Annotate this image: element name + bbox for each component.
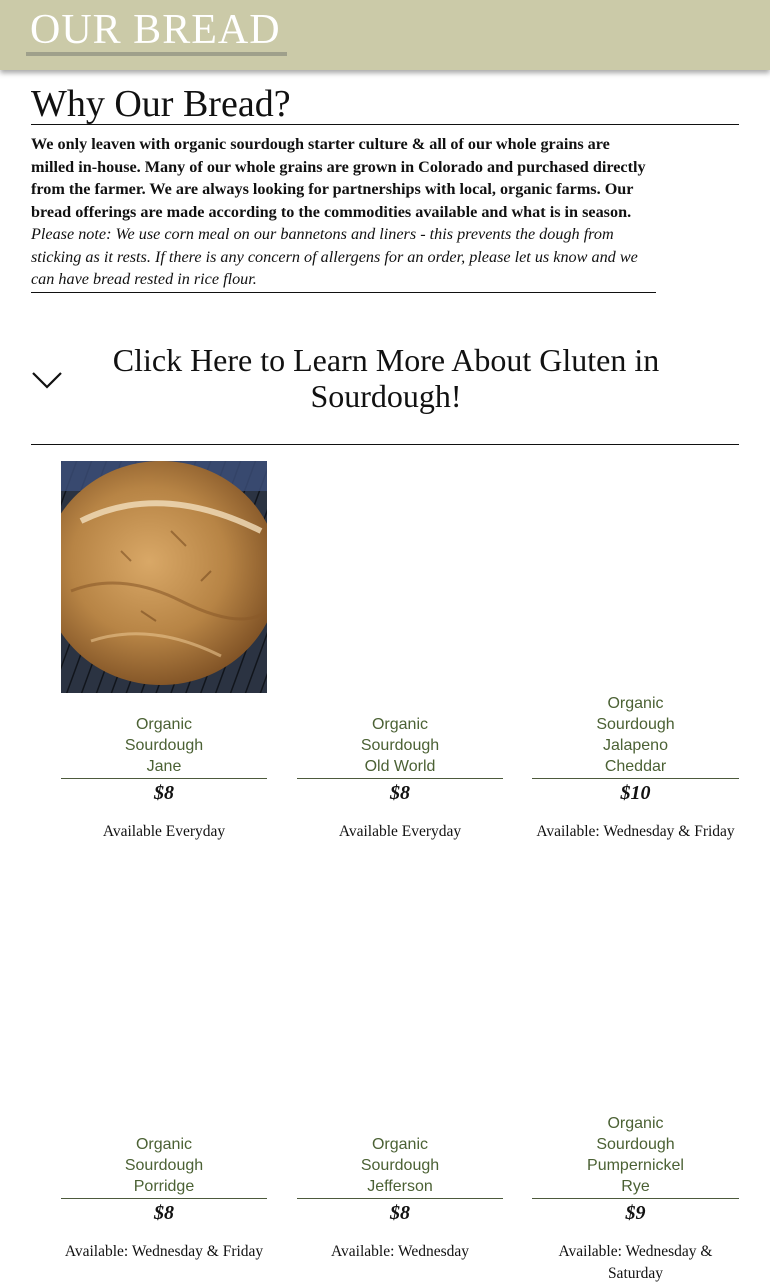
product-name[interactable]: Organic Sourdough Jefferson: [360, 1136, 440, 1195]
product-name-box: [532, 683, 739, 779]
allergen-note: Please note: We use corn meal on our bannetons and liners - this prevents the dough from sticking as it rests. If there is any concern of allergens for an order, please let us know and we can have bread rested in rice flour.: [31, 223, 656, 293]
chevron-down-icon[interactable]: [31, 370, 63, 390]
product-price: $10: [620, 782, 651, 804]
gluten-accordion[interactable]: [31, 312, 739, 445]
product-availability: Available: Wednesday & Friday: [64, 1243, 264, 1260]
product-name[interactable]: Organic Sourdough Old World: [360, 716, 440, 775]
product-price: $8: [390, 782, 410, 804]
product-name-box: [297, 1113, 503, 1199]
intro-section: [31, 84, 739, 293]
product-name-box: [61, 693, 267, 779]
product-availability: Available Everyday: [338, 823, 462, 840]
product-name[interactable]: Organic Sourdough Porridge: [124, 1136, 204, 1195]
intro-paragraph: We only leaven with organic sourdough starter culture & all of our whole grains are milled in-house. Many of our whole grains are grown in Colorado and purchased directly from the farmer. We are always looking for partnerships with local, organic farms. Our bread offerings are made according to the commodities available and what is in season.: [31, 135, 646, 221]
product-availability: Available Everyday: [102, 823, 226, 840]
product-name[interactable]: Organic Sourdough Jalapeno Cheddar: [596, 695, 675, 775]
site-title[interactable]: OUR BREAD: [26, 8, 287, 56]
product-availability: Available: Wednesday: [330, 1243, 470, 1260]
product-availability: Available: Wednesday & Saturday: [558, 1243, 713, 1282]
accordion-title[interactable]: Click Here to Learn More About Gluten in Sourdough!: [112, 342, 660, 414]
site-header: [0, 0, 770, 70]
product-availability: Available: Wednesday & Friday: [536, 823, 735, 840]
product-price: $8: [154, 782, 174, 804]
intro-heading: Why Our Bread?: [31, 84, 739, 125]
product-name-box: [532, 1103, 739, 1199]
product-name-box: [61, 1113, 267, 1199]
bread-loaf-image[interactable]: [61, 461, 267, 693]
product-name[interactable]: Organic Sourdough Pumpernickel Rye: [587, 1115, 684, 1195]
product-price: $9: [625, 1202, 646, 1224]
product-card[interactable]: [61, 461, 267, 840]
product-price: $8: [390, 1202, 410, 1224]
product-name-box: [297, 693, 503, 779]
product-price: $8: [154, 1202, 174, 1224]
product-name[interactable]: Organic Sourdough Jane: [124, 716, 204, 775]
